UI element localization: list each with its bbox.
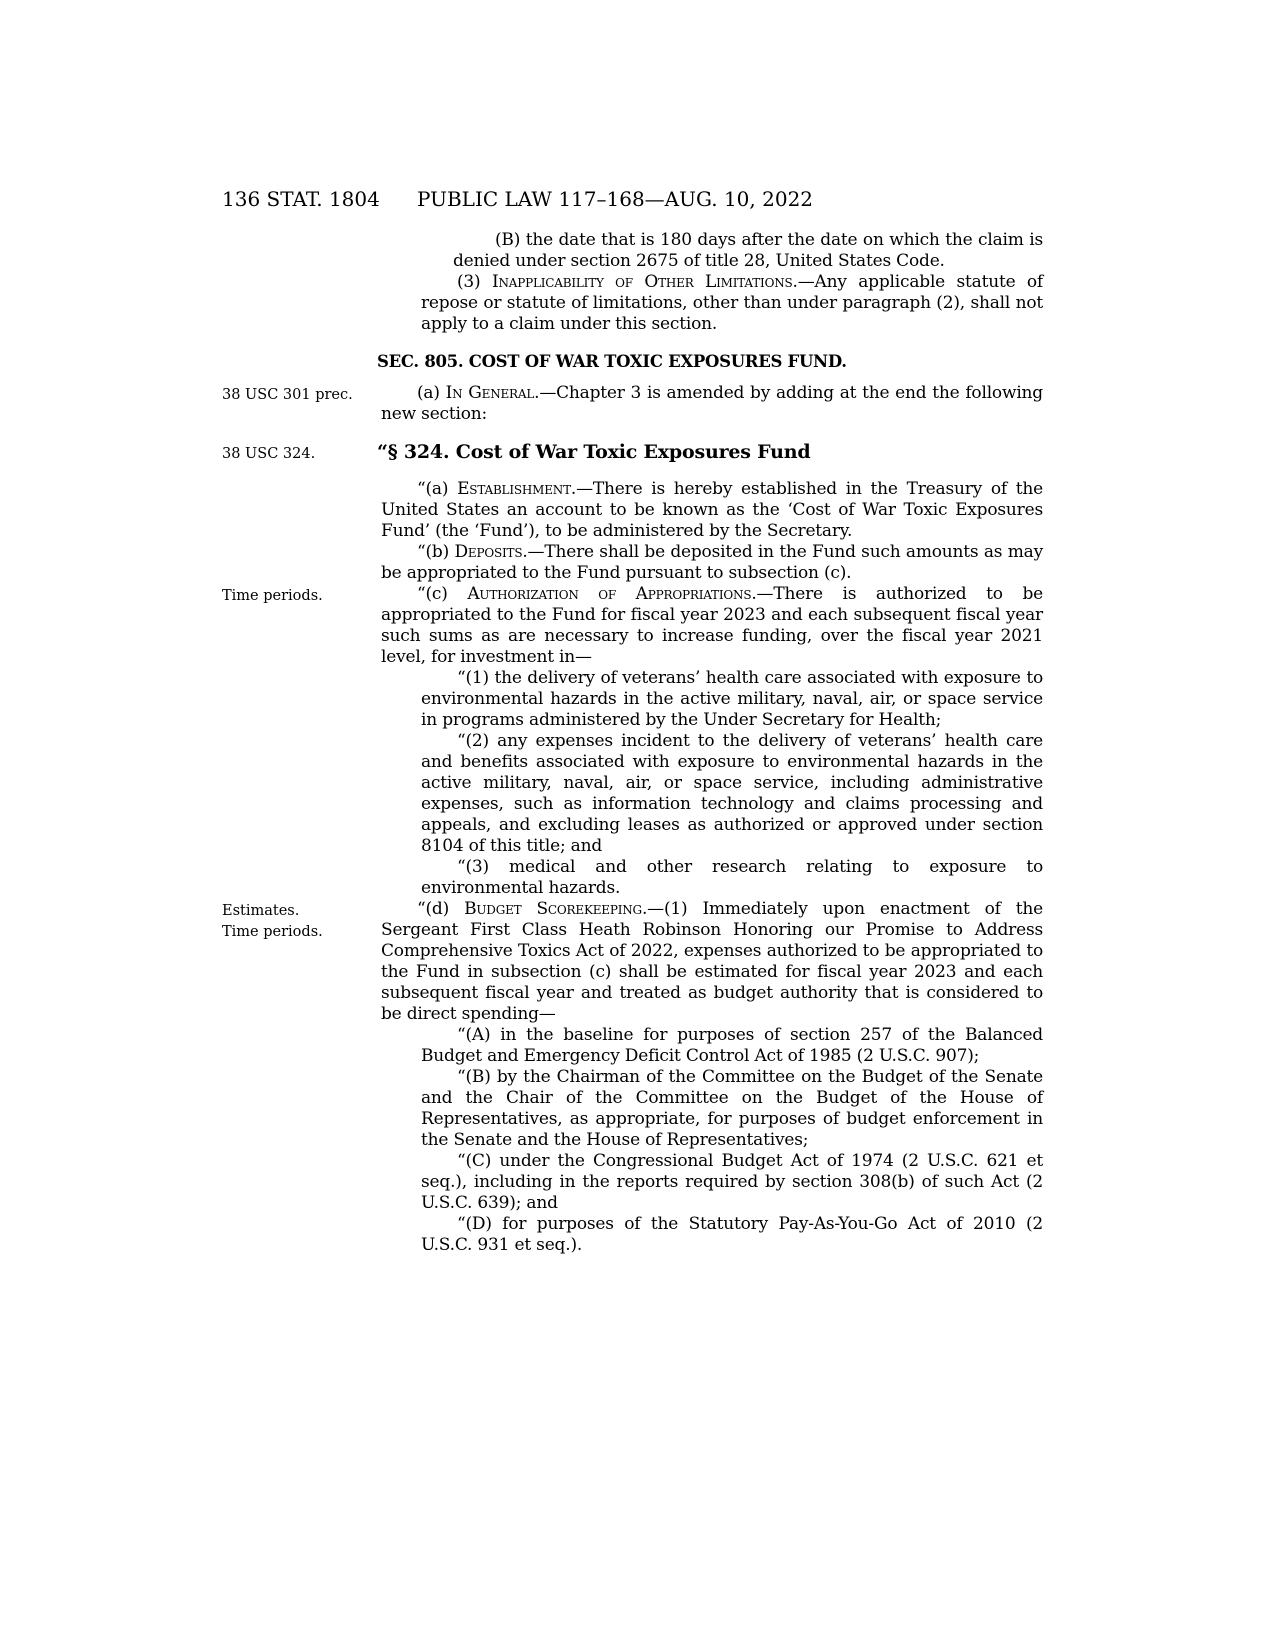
text-run: .—There shall be deposited in the Fund such amounts as may be appropriated to the Fund pursuant to subsection (c). [381, 542, 1043, 583]
paragraph [381, 1214, 1043, 1256]
small-caps-term: In General [445, 383, 535, 403]
paragraph [222, 383, 1043, 425]
running-header [0, 186, 1275, 214]
text-run: .—(1) Immediately upon enactment of the Sergeant First Class Heath Robinson Honoring our Promise to Address Comprehensive Toxics Act of 2022, expenses authorized to be appropriated to the Fund in subsection (c) shall be estimated for fiscal year 2023 and each subsequent fiscal year and treated as budget authority that is considered to be direct spending— [381, 899, 1044, 1024]
statute-heading [222, 439, 1043, 465]
text-run: “(c) [417, 584, 468, 604]
paragraph [222, 584, 1043, 668]
text-run: “(2) any expenses incident to the delivery of veterans’ health care and benefits associated with exposure to environmental hazards in the active military, naval, air, or space service, including administrative expenses, such as information technology and claims processing and appeals, and excluding leases as authorized or approved under section 8104 of this title; and [421, 731, 1043, 856]
text-run: “(d) [417, 899, 465, 919]
text-run: (B) the date that is 180 days after the date on which the claim is denied under section 2675 of title 28, United States Code. [453, 230, 1043, 271]
small-caps-term: Budget Scorekeeping [464, 899, 642, 919]
small-caps-term: Deposits [454, 542, 523, 562]
paragraph [381, 230, 1043, 272]
margin-note-line: 38 USC 324. [222, 446, 316, 462]
document-body [222, 230, 1044, 1256]
text-run: “(C) under the Congressional Budget Act of 1974 (2 U.S.C. 621 et seq.), including in the reports required by section 308(b) of such Act (2 U.S.C. 639); and [421, 1151, 1043, 1213]
paragraph [381, 668, 1043, 731]
paragraph [381, 1151, 1043, 1214]
section-heading [377, 351, 1043, 373]
paragraph [381, 272, 1043, 335]
paragraph [381, 542, 1043, 584]
paragraph [381, 1067, 1043, 1151]
margin-note-line: Time periods. [222, 924, 323, 940]
text-run: “(B) by the Chairman of the Committee on the Budget of the Senate and the Chair of the Committee on the Budget of the House of Representatives, as appropriate, for purposes of budget enforcement in the Senate and the House of Representatives; [421, 1067, 1043, 1150]
heading-text: “§ 324. Cost of War Toxic Exposures Fund [377, 441, 811, 463]
small-caps-term: Authorization of Appropriations [467, 584, 752, 604]
text-run: “(A) in the baseline for purposes of section 257 of the Balanced Budget and Emergency Deficit Control Act of 1985 (2 U.S.C. 907); [421, 1025, 1043, 1066]
text-run: .—Any applicable statute of repose or statute of limitations, other than under paragraph (2), shall not apply to a claim under this section. [421, 272, 1044, 334]
text-run: (3) [457, 272, 492, 292]
text-run: “(b) [417, 542, 455, 562]
text-run: .—Chapter 3 is amended by adding at the end the following new section: [381, 383, 1043, 424]
text-run: “(1) the delivery of veterans’ health care associated with exposure to environmental hazards in the active military, naval, air, or space service in programs administered by the Under Secretary for Health; [421, 668, 1043, 730]
paragraph [381, 479, 1043, 542]
text-run: .—There is hereby established in the Treasury of the United States an account to be known as the ‘Cost of War Toxic Exposures Fund’ (the ‘Fund’), to be administered by the Secretary. [381, 479, 1043, 541]
margin-note [222, 901, 372, 943]
public-law-title: PUBLIC LAW 117–168—AUG. 10, 2022 [417, 187, 814, 211]
margin-note [222, 385, 372, 406]
small-caps-term: Establishment [457, 479, 571, 499]
text-run: .—There is authorized to be appropriated to the Fund for fiscal year 2023 and each subsequent fiscal year such sums as are necessary to increase funding, over the fiscal year 2021 level, for investment in— [381, 584, 1043, 667]
margin-note-line: Estimates. [222, 903, 300, 919]
paragraph [381, 857, 1043, 899]
text-run: “(D) for purposes of the Statutory Pay-As-You-Go Act of 2010 (2 U.S.C. 931 et seq.). [421, 1214, 1043, 1255]
text-run: (a) [417, 383, 446, 403]
small-caps-term: Inapplicability of Other Limitations [491, 272, 793, 292]
paragraph [222, 899, 1044, 1025]
paragraph [381, 1025, 1043, 1067]
margin-note-line: 38 USC 301 prec. [222, 387, 353, 403]
margin-note-line: Time periods. [222, 588, 323, 604]
text-run: “(a) [417, 479, 458, 499]
paragraph [381, 731, 1043, 857]
heading-text: SEC. 805. COST OF WAR TOXIC EXPOSURES FUND. [377, 352, 847, 371]
stat-page-number: 136 STAT. 1804 [222, 187, 380, 211]
margin-note [222, 586, 372, 607]
text-run: “(3) medical and other research relating to exposure to environmental hazards. [421, 857, 1043, 898]
margin-note [222, 444, 372, 465]
